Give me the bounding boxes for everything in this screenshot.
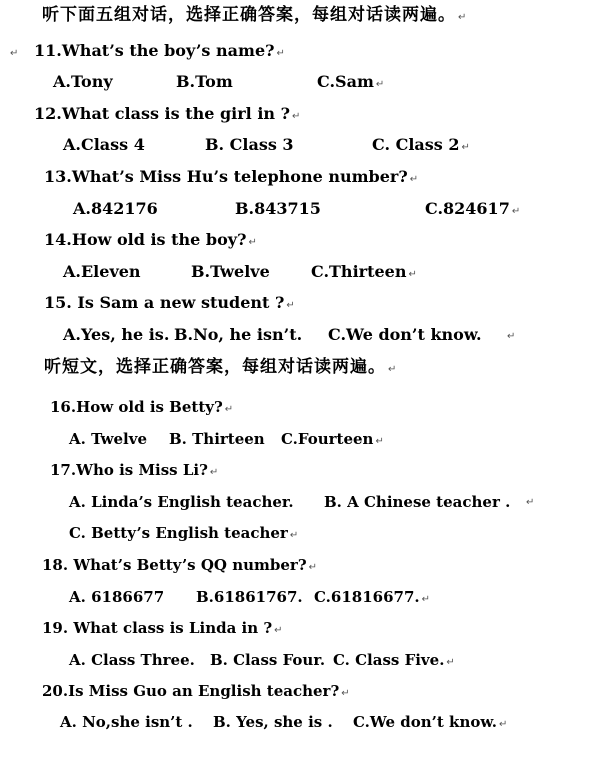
paragraph-mark-icon: ↵ [209,467,219,478]
q13-option-b[interactable]: B.843715 [235,199,321,218]
question-13: 13.What’s Miss Hu’s telephone number? ↵ [44,167,419,186]
q13-option-a[interactable]: A.842176 [73,199,158,218]
q12-option-c[interactable]: C. Class 2 ↵ [372,135,470,154]
q14-option-c[interactable]: C.Thirteen ↵ [311,262,417,281]
q17-option-a[interactable]: A. Linda’s English teacher. [69,493,294,511]
paragraph-mark-icon: ↵ [341,688,350,699]
q18-option-c[interactable]: C.61816677. ↵ [314,588,431,606]
q13-option-c[interactable]: C.824617 ↵ [425,199,521,218]
q16-option-b[interactable]: B. Thirteen [169,430,265,448]
q18-option-a[interactable]: A. 6186677 [69,588,165,606]
q12-option-b[interactable]: B. Class 3 [205,135,294,154]
paragraph-mark-icon: ↵ [286,300,295,311]
q20-option-a[interactable]: A. No,she isn’t . [60,713,193,731]
paragraph-mark-icon: ↵ [10,48,19,59]
q12-option-a[interactable]: A.Class 4 [63,135,145,154]
question-17: 17.Who is Miss Li? ↵ [50,461,219,479]
paragraph-mark-icon: ↵ [224,404,234,415]
q18-option-b[interactable]: B.61861767. [196,588,303,606]
paragraph-mark-icon: ↵ [421,594,431,605]
q15-option-c[interactable]: C.We don’t know. [328,325,482,344]
question-15: 15. Is Sam a new student ? ↵ [44,293,295,312]
section2-heading: 听短文，选择正确答案，每组对话读两遍。 ↵ [44,357,398,377]
q20-option-c[interactable]: C.We don’t know. ↵ [353,713,508,731]
question-14: 14.How old is the boy? ↵ [44,230,257,249]
paragraph-mark-icon: ↵ [308,562,317,573]
paragraph-mark-icon: ↵ [276,48,285,59]
q20-option-b[interactable]: B. Yes, she is . [213,713,333,731]
question-16: 16.How old is Betty? ↵ [50,398,234,416]
q19-option-a[interactable]: A. Class Three. [69,651,195,669]
q17-option-b[interactable]: B. A Chinese teacher . [324,493,511,511]
paragraph-mark-icon: ↵ [289,530,299,541]
paragraph-mark-icon: ↵ [375,79,385,90]
paragraph-mark-icon: ↵ [248,237,257,248]
q14-option-a[interactable]: A.Eleven [63,262,141,281]
question-19: 19. What class is Linda in ? ↵ [42,619,283,637]
paragraph-mark-icon: ↵ [507,331,516,342]
paragraph-mark-icon: ↵ [409,174,419,185]
q15-option-a[interactable]: A.Yes, he is. [63,325,170,344]
paragraph-mark-icon: ↵ [526,497,535,508]
q16-option-c[interactable]: C.Fourteen ↵ [281,430,384,448]
question-20: 20.Is Miss Guo an English teacher? ↵ [42,682,350,700]
q11-option-a[interactable]: A.Tony [53,72,113,91]
q16-option-a[interactable]: A. Twelve [69,430,148,448]
paragraph-mark-icon: ↵ [511,206,521,217]
q14-option-b[interactable]: B.Twelve [191,262,270,281]
q15-option-b[interactable]: B.No, he isn’t. [174,325,303,344]
question-18: 18. What’s Betty’s QQ number? ↵ [42,556,317,574]
question-11: 11.What’s the boy’s name? ↵ [34,41,285,60]
question-12: 12.What class is the girl in ? ↵ [34,104,301,123]
paragraph-mark-icon: ↵ [408,269,417,280]
q19-option-c[interactable]: C. Class Five. ↵ [333,651,455,669]
paragraph-mark-icon: ↵ [499,719,508,730]
paragraph-mark-icon: ↵ [458,12,468,23]
q11-option-b[interactable]: B.Tom [176,72,233,91]
q11-option-c[interactable]: C.Sam ↵ [317,72,385,91]
paragraph-mark-icon: ↵ [446,657,455,668]
paragraph-mark-icon: ↵ [291,111,301,122]
paragraph-mark-icon: ↵ [274,625,283,636]
paragraph-mark-icon: ↵ [388,364,398,375]
q19-option-b[interactable]: B. Class Four. [210,651,326,669]
paragraph-mark-icon: ↵ [375,436,384,447]
paragraph-mark-icon: ↵ [461,142,470,153]
q17-option-c[interactable]: C. Betty’s English teacher ↵ [69,524,299,542]
section1-heading: 听下面五组对话，选择正确答案，每组对话读两遍。 ↵ [42,5,468,25]
